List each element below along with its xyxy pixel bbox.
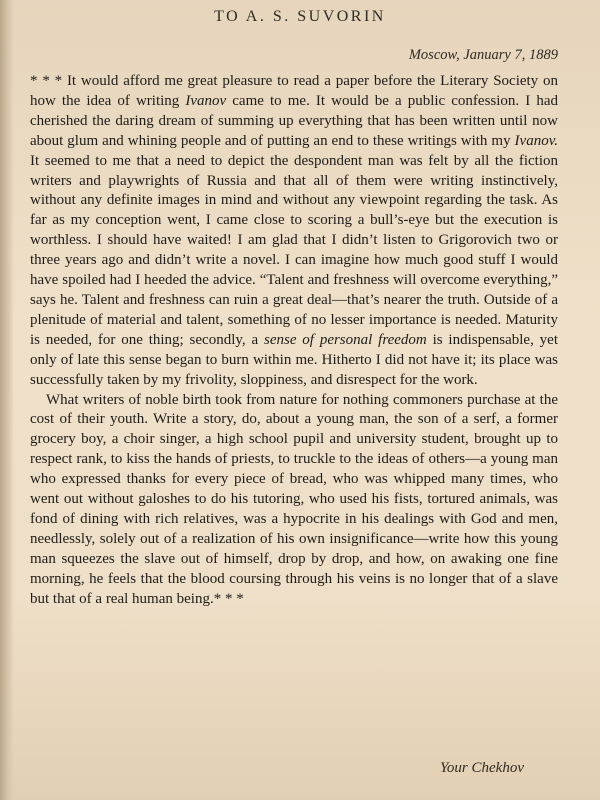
letter-dateline: Moscow, January 7, 1889: [408, 47, 558, 63]
paragraph-1-text: is indispensable, yet only of late this sense began to burn within me. Hitherto I did not have it; its place was successfully taken by my frivolity, sloppiness, and disrespect for the work.: [30, 331, 558, 388]
paragraph-1-text: It seemed to me that a need to depict the despondent man was felt by all the fiction writers and playwrights of Russia and that all of them were writing instinctively, without any definite images in mind and without any viewpoint regarding the task. As far as my conception went, I came close to scoring a bull’s-eye but the execution is worthless. I should have waited! I am glad that I didn’t listen to Grigorovich two or three years ago and didn’t write a novel. I can imagine how much good stuff I would have spoiled had I heeded the advice. “Talent and freshness will overcome everything,” says he. Talent and freshness can ruin a great deal—that’s nearer the truth. Outside of a plenitude of material and talent, something of no lesser importance is needed. Maturity is needed, for one thing; secondly, a: [30, 152, 558, 348]
title-ivanov: Ivanov.: [514, 132, 558, 149]
paragraph-1-text: came to me. It would be a public confession. I had cherished the daring dream of summing up everything that has been written until now about glum and whining people and of putting an end to these writings with my: [30, 92, 558, 149]
paragraph-1-text: * * * It would afford me great pleasure to read a paper before the Literary Society on how the idea of writing: [30, 73, 558, 109]
letter-body: [30, 72, 558, 609]
running-head: TO A. S. SUVORIN: [214, 8, 386, 25]
signature: Your Chekhov: [439, 760, 524, 776]
title-ivanov: Ivanov: [185, 92, 227, 109]
paragraph-1: [30, 72, 558, 391]
paragraph-2: What writers of noble birth took from nature for nothing commoners purchase at the cost of their youth. Write a story, do, about a young man, the son of a serf, a former grocery boy, a choir singer, a high school pupil and university student, brought up to respect rank, to kiss the hands of priests, to truckle to the ideas of others—a young man who expressed thanks for every piece of bread, who was whipped many times, who went out without galoshes to do his tutoring, who used his fists, tortured animals, was fond of dining with rich relatives, was a hypocrite in his dealings with God and men, needlessly, solely out of a realization of his own insignificance—write how this young man squeezes the slave out of himself, drop by drop, and how, on awaking one fine morning, he feels that the blood coursing through his veins is no longer that of a slave but that of a real human being.* * *: [30, 391, 558, 607]
emphasis-personal-freedom: sense of personal freedom: [263, 331, 427, 348]
